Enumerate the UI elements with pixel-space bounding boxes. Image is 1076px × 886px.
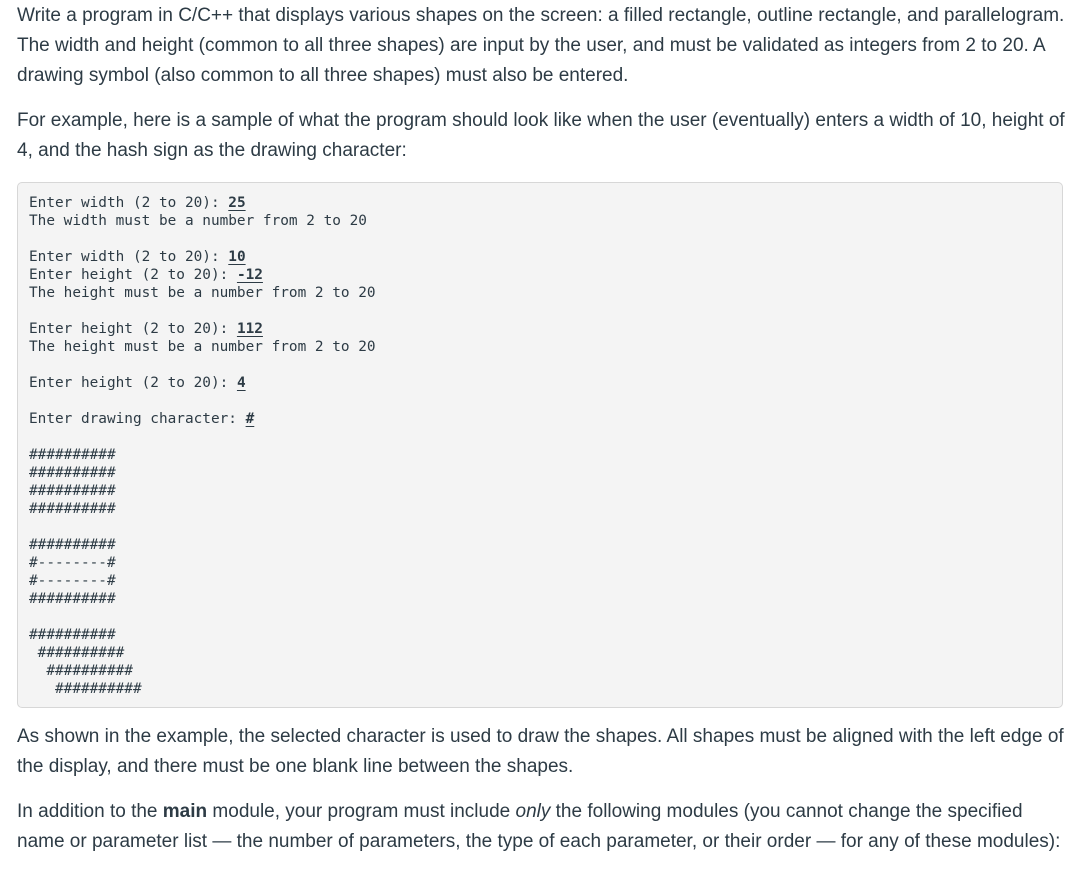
filled-rect-row: ########## xyxy=(29,501,116,517)
blank-line xyxy=(29,608,1051,626)
blank-line xyxy=(29,428,1051,446)
main-keyword: main xyxy=(162,801,208,822)
blank-line xyxy=(29,518,1051,536)
parallelogram-row: ########## xyxy=(29,645,125,661)
user-input-width-25: 25 xyxy=(228,195,246,211)
filled-rect-row: ########## xyxy=(29,483,116,499)
user-input-width-10: 10 xyxy=(228,249,246,265)
only-emphasis: only xyxy=(515,801,551,822)
char-prompt-line: Enter drawing character: # xyxy=(29,411,255,427)
user-input-height-112: 112 xyxy=(236,321,263,337)
height-prompt-line-3: Enter height (2 to 20): 4 xyxy=(29,375,246,391)
width-prompt-line-2: Enter width (2 to 20): 10 xyxy=(29,249,246,265)
blank-line xyxy=(29,356,1051,374)
parallelogram-row: ########## xyxy=(29,663,133,679)
user-input-height-4: 4 xyxy=(236,375,246,391)
height-prompt-line-2: Enter height (2 to 20): 112 xyxy=(29,321,263,337)
modules-paragraph: In addition to the main module, your program must include only the following modules (you cannot change the specified name or parameter list — the number of parameters, the type of each parameter, or their order — for any of these modules): xyxy=(17,801,1061,852)
blank-line xyxy=(29,392,1051,410)
filled-rect-row: ########## xyxy=(29,447,116,463)
width-prompt-line-1: Enter width (2 to 20): 25 xyxy=(29,195,246,211)
assignment-content xyxy=(17,0,1067,857)
as-shown-paragraph: As shown in the example, the selected character is used to draw the shapes. All shapes must be aligned with the left edge of the display, and there must be one blank line between the shapes. xyxy=(17,726,1064,777)
outline-rect-row: ########## xyxy=(29,537,116,553)
blank-line xyxy=(29,302,1051,320)
width-error-line: The width must be a number from 2 to 20 xyxy=(29,213,367,229)
outline-rect-row: #--------# xyxy=(29,573,116,589)
height-prompt-line-1: Enter height (2 to 20): -12 xyxy=(29,267,263,283)
filled-rect-row: ########## xyxy=(29,465,116,481)
height-error-line-1: The height must be a number from 2 to 20 xyxy=(29,285,376,301)
height-error-line-2: The height must be a number from 2 to 20 xyxy=(29,339,376,355)
parallelogram-row: ########## xyxy=(29,627,116,643)
user-input-char: # xyxy=(245,411,255,427)
intro-paragraph: Write a program in C/C++ that displays various shapes on the screen: a filled rectangle, outline rectangle, and parallelogram. The width and height (common to all three shapes) are input by the user, and must be validated as integers from 2 to 20. A drawing symbol (also common to all three shapes) must also be entered. xyxy=(17,5,1065,86)
outline-rect-row: #--------# xyxy=(29,555,116,571)
blank-line xyxy=(29,230,1051,248)
sample-output-code-block xyxy=(17,182,1063,708)
parallelogram-row: ########## xyxy=(29,681,142,697)
outline-rect-row: ########## xyxy=(29,591,116,607)
example-intro-paragraph: For example, here is a sample of what the program should look like when the user (eventually) enters a width of 10, height of 4, and the hash sign as the drawing character: xyxy=(17,110,1065,161)
user-input-height-neg12: -12 xyxy=(236,267,263,283)
